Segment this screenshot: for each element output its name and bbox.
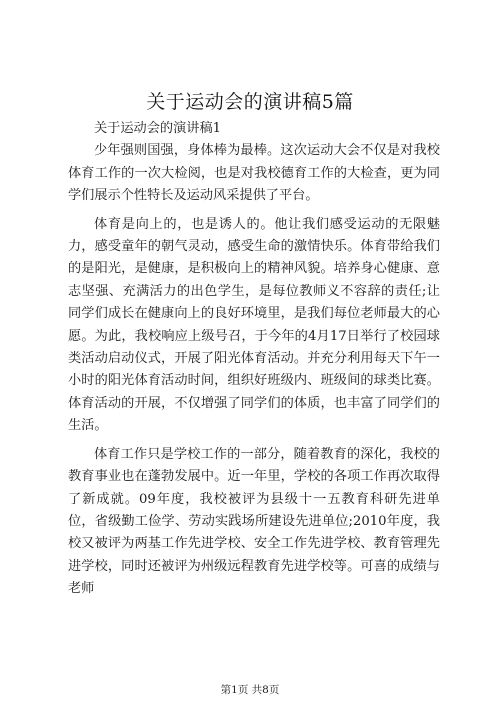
- document-title: 关于运动会的演讲稿5篇: [146, 91, 354, 113]
- page-number-footer: 第1页 共8页: [220, 684, 280, 696]
- document-subtitle: 关于运动会的演讲稿1: [94, 121, 222, 136]
- paragraph-3: 体育工作只是学校工作的一部分，随着教育的深化，我校的教育事业也在蓬勃发展中。近一年里，学校的各项工作再次取得了新成就。09年度，我校被评为县级十一五教育科研先进单位，省级勤工俭学、劳动实践场所建设先进单位;2010年度，我校又被评为两基工作先进学校、安全工作先进学校、教育管理先进学校，同时还被评为州级远程教育先进学校等。可喜的成绩与老师: [68, 446, 440, 597]
- paragraph-1: 少年强则国强，身体棒为最棒。这次运动大会不仅是对我校体育工作的一次大检阅，也是对我校德育工作的大检查，更为同学们展示个性特长及运动风采提供了平台。: [68, 143, 440, 204]
- document-body: [68, 118, 440, 601]
- paragraph-2: 体育是向上的，也是诱人的。他让我们感受运动的无限魅力，感受童年的朝气灵动，感受生命的激情快乐。体育带给我们的是阳光，是健康，是积极向上的精神风貌。培养身心健康、意志坚强、充满活力的出色学生，是每位教师义不容辞的责任;让同学们成长在健康向上的良好环境里，是我们每位老师最大的心愿。为此，我校响应上级号召，于今年的4月17日举行了校园球类活动启动仪式，开展了阳光体育活动。并充分利用每天下午一小时的阳光体育活动时间，组织好班级内、班级间的球类比赛。体育活动的开展，不仅增强了同学们的体质，也丰富了同学们的生活。: [68, 216, 440, 434]
